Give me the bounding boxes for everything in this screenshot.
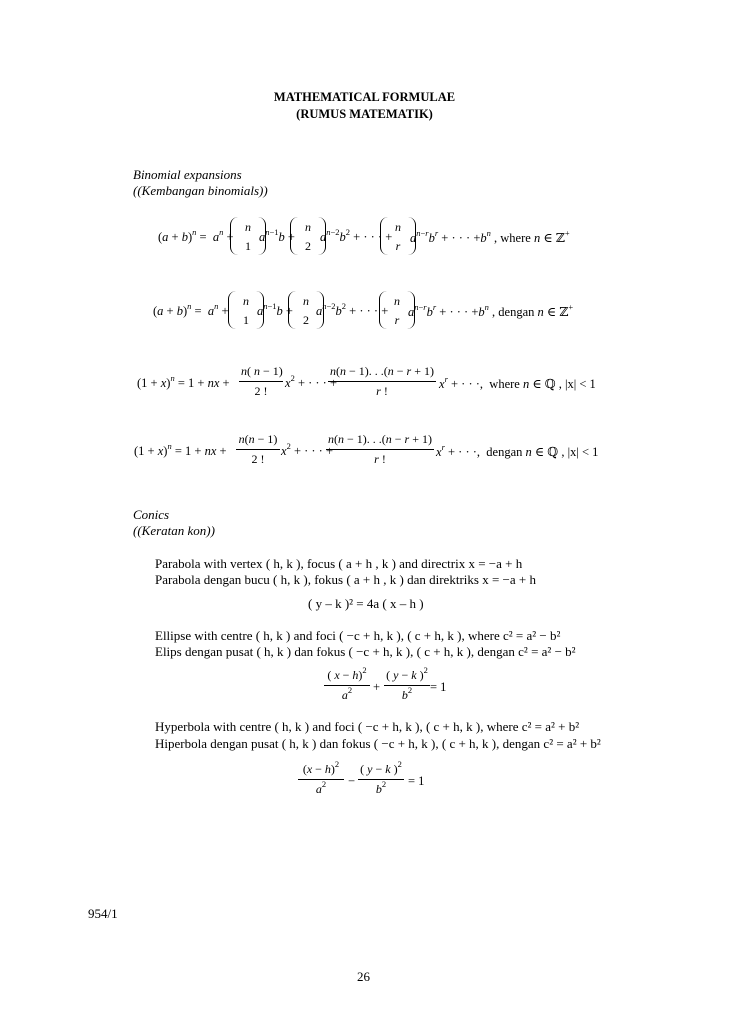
binom-n-1: n 1 <box>236 220 260 260</box>
fraction-n-n-1-over-2: n( n − 1) 2 ! <box>241 364 283 398</box>
page-title: MATHEMATICAL FORMULAE <box>273 90 456 104</box>
fraction-general-term: n(n − 1). . .(n − r + 1) r ! <box>328 364 436 399</box>
binom-n-r: n r <box>385 294 409 334</box>
binomial-heading: Binomial expansions <box>133 167 242 182</box>
hyperbola-equation: $(x - h)^2$ $a^2$ − ( y − k )$^2$ $b^2$ = 1 <box>0 762 729 802</box>
page-subtitle: (RUMUS MATEMATIK) <box>296 107 433 121</box>
fraction-y-k-over-b: ( y − k )$^2$ $b^2$ <box>384 668 430 703</box>
series-formula-en: $(1 + x)^n = 1$ + nx + n( n − 1) 2 ! $x^2$ + · · · + n(n − 1). . .(n − r + 1) r ! $x^r$ + · · ·, where n ∈ ℚ , |x| < 1 <box>137 364 596 398</box>
paper-code: 954/1 <box>88 906 118 921</box>
conics-heading-ms: ((Keratan kon)) <box>133 523 215 538</box>
ellipse-text-ms: Elips dengan pusat ( h, k ) dan fokus ( −c + h, k ), ( c + h, k ), dengan c² = a² − b² <box>155 644 576 659</box>
binomial-formula-ms: $(a + b)^n = a^n$ + n 1 $a^{n-1}b$ + n 2 $a^{n-2}b^2$ + · · · + n r $a^{n-r}b^r$ + · · · $+b^n$ , dengan n ∈ ℤ+ <box>0 290 729 340</box>
hyperbola-text-en: Hyperbola with centre ( h, k ) and foci ( −c + h, k ), ( c + h, k ), where c² = a² + b² <box>155 719 580 734</box>
parabola-text-ms: Parabola dengan bucu ( h, k ), fokus ( a + h , k ) dan direktriks x = −a + h <box>155 572 536 587</box>
binom-n-2: n 2 <box>294 294 318 334</box>
fraction-x-h-over-a: $(x - h)^2$ $a^2$ <box>298 762 344 797</box>
parabola-text-en: Parabola with vertex ( h, k ), focus ( a + h , k ) and directrix x = −a + h <box>155 556 523 571</box>
series-formula-ms: $(1 + x)^n = 1$ + nx + n(n − 1) 2 ! $x^2$ + · · · + n(n − 1). . .(n − r + 1) r ! $x^r$ + · · ·, dengan n ∈ ℚ , |x| < 1 <box>134 432 599 466</box>
fraction-general-term: n(n − 1). . .(n − r + 1) r ! <box>326 432 434 467</box>
parabola-equation: ( y – k )² = 4a ( x – h ) <box>308 596 424 611</box>
conics-heading: Conics <box>133 507 170 522</box>
binomial-heading-ms: ((Kembangan binomials)) <box>133 183 268 198</box>
fraction-x-h-over-a: ( x − h)$^2$ $a^2$ <box>324 668 370 703</box>
ellipse-text-en: Ellipse with centre ( h, k ) and foci ( −c + h, k ), ( c + h, k ), where c² = a² − b² <box>155 628 561 643</box>
binom-n-r: n r <box>386 220 410 260</box>
binom-n-1: n 1 <box>234 294 258 334</box>
ellipse-equation: ( x − h)$^2$ $a^2$ + ( y − k )$^2$ $b^2$ = 1 <box>0 668 729 708</box>
binomial-formula-en: $(a + b)^n = a^n$ + n 1 $a^{n-1}b$ + n 2 $a^{n-2}b^2$ + · · · + n r $a^{n-r}b^r$ + · · · $+b^n$ , where n ∈ ℤ+ <box>0 216 729 266</box>
binom-n-2: n 2 <box>296 220 320 260</box>
fraction-y-k-over-b: ( y − k )$^2$ $b^2$ <box>358 762 404 797</box>
fraction-n-n-1-over-2: n(n − 1) 2 ! <box>236 432 280 467</box>
hyperbola-text-ms: Hiperbola dengan pusat ( h, k ) dan fokus ( −c + h, k ), ( c + h, k ), dengan c² = a² + b² <box>155 736 601 751</box>
page-number: 26 <box>357 969 370 984</box>
